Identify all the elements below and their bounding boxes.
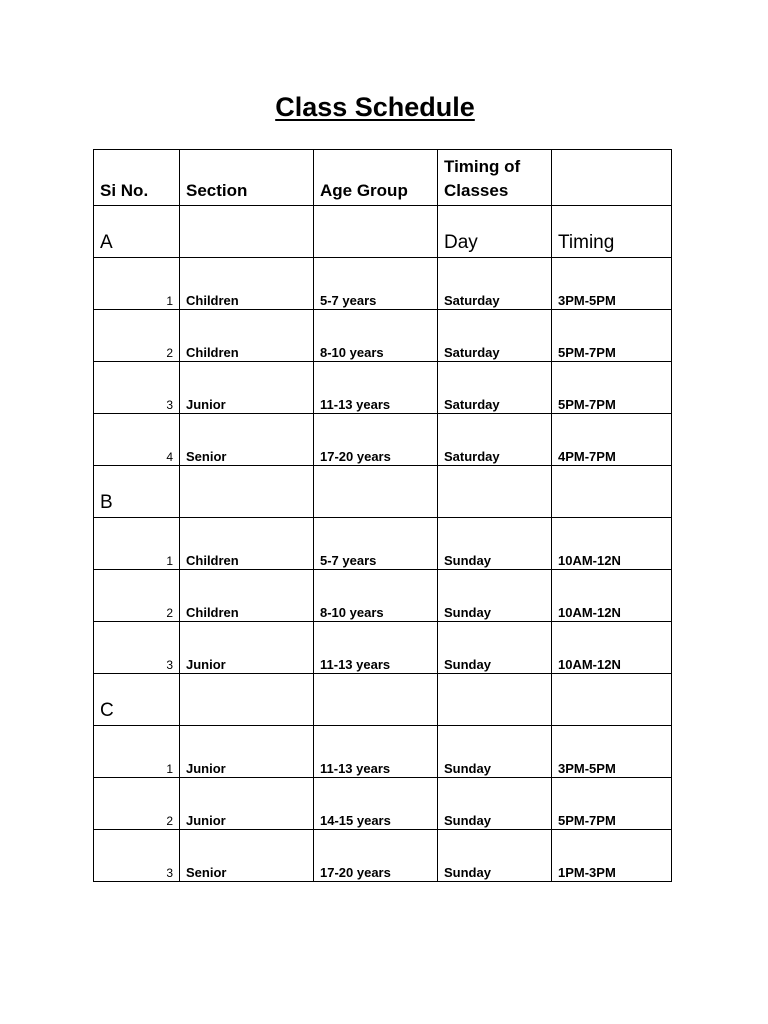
group-empty-cell xyxy=(314,206,438,258)
group-timing-label xyxy=(552,466,672,518)
row-age-group: 8-10 years xyxy=(314,570,438,622)
row-day: Sunday xyxy=(438,570,552,622)
row-age-group: 5-7 years xyxy=(314,518,438,570)
group-row xyxy=(94,466,672,518)
table-row xyxy=(94,830,672,882)
group-timing-label xyxy=(552,674,672,726)
row-section: Children xyxy=(180,518,314,570)
group-label: B xyxy=(94,466,180,518)
group-empty-cell xyxy=(180,674,314,726)
page-title xyxy=(0,90,750,124)
row-number: 1 xyxy=(94,258,180,310)
group-label: A xyxy=(94,206,180,258)
group-day-label xyxy=(438,674,552,726)
table-row xyxy=(94,414,672,466)
group-empty-cell xyxy=(180,466,314,518)
row-age-group: 8-10 years xyxy=(314,310,438,362)
group-day-label: Day xyxy=(438,206,552,258)
row-section: Children xyxy=(180,570,314,622)
table-row xyxy=(94,362,672,414)
row-section: Junior xyxy=(180,726,314,778)
table-row xyxy=(94,778,672,830)
group-empty-cell xyxy=(314,466,438,518)
row-day: Sunday xyxy=(438,830,552,882)
row-section: Junior xyxy=(180,622,314,674)
schedule-table xyxy=(93,149,672,882)
group-row xyxy=(94,674,672,726)
row-timing: 5PM-7PM xyxy=(552,778,672,830)
row-day: Saturday xyxy=(438,362,552,414)
group-day-label xyxy=(438,466,552,518)
row-timing: 3PM-5PM xyxy=(552,258,672,310)
table-row xyxy=(94,622,672,674)
row-day: Sunday xyxy=(438,622,552,674)
header-section: Section xyxy=(180,150,314,206)
group-label: C xyxy=(94,674,180,726)
row-number: 2 xyxy=(94,778,180,830)
group-timing-label: Timing xyxy=(552,206,672,258)
row-timing: 5PM-7PM xyxy=(552,362,672,414)
row-day: Sunday xyxy=(438,518,552,570)
row-timing: 10AM-12N xyxy=(552,518,672,570)
page-title-text: Class Schedule xyxy=(275,92,475,122)
table-row xyxy=(94,258,672,310)
row-section: Senior xyxy=(180,830,314,882)
row-day: Saturday xyxy=(438,414,552,466)
row-timing: 5PM-7PM xyxy=(552,310,672,362)
row-number: 1 xyxy=(94,726,180,778)
row-age-group: 17-20 years xyxy=(314,830,438,882)
row-age-group: 5-7 years xyxy=(314,258,438,310)
row-section: Children xyxy=(180,258,314,310)
row-number: 2 xyxy=(94,570,180,622)
row-age-group: 17-20 years xyxy=(314,414,438,466)
header-age-group: Age Group xyxy=(314,150,438,206)
row-timing: 1PM-3PM xyxy=(552,830,672,882)
row-timing: 10AM-12N xyxy=(552,570,672,622)
row-age-group: 11-13 years xyxy=(314,726,438,778)
row-day: Sunday xyxy=(438,726,552,778)
row-number: 3 xyxy=(94,622,180,674)
row-day: Saturday xyxy=(438,310,552,362)
row-day: Sunday xyxy=(438,778,552,830)
group-empty-cell xyxy=(314,674,438,726)
row-number: 1 xyxy=(94,518,180,570)
row-section: Senior xyxy=(180,414,314,466)
row-timing: 10AM-12N xyxy=(552,622,672,674)
table-row xyxy=(94,726,672,778)
table-row xyxy=(94,570,672,622)
schedule-table-body xyxy=(94,150,672,882)
row-number: 2 xyxy=(94,310,180,362)
row-age-group: 14-15 years xyxy=(314,778,438,830)
row-number: 3 xyxy=(94,830,180,882)
row-number: 3 xyxy=(94,362,180,414)
row-age-group: 11-13 years xyxy=(314,362,438,414)
header-si-no: Si No. xyxy=(94,150,180,206)
row-timing: 4PM-7PM xyxy=(552,414,672,466)
row-day: Saturday xyxy=(438,258,552,310)
row-age-group: 11-13 years xyxy=(314,622,438,674)
group-empty-cell xyxy=(180,206,314,258)
row-number: 4 xyxy=(94,414,180,466)
row-section: Children xyxy=(180,310,314,362)
header-empty xyxy=(552,150,672,206)
row-section: Junior xyxy=(180,362,314,414)
header-row xyxy=(94,150,672,206)
row-timing: 3PM-5PM xyxy=(552,726,672,778)
header-timing-of-classes: Timing of Classes xyxy=(438,150,552,206)
group-row xyxy=(94,206,672,258)
table-row xyxy=(94,310,672,362)
row-section: Junior xyxy=(180,778,314,830)
table-row xyxy=(94,518,672,570)
